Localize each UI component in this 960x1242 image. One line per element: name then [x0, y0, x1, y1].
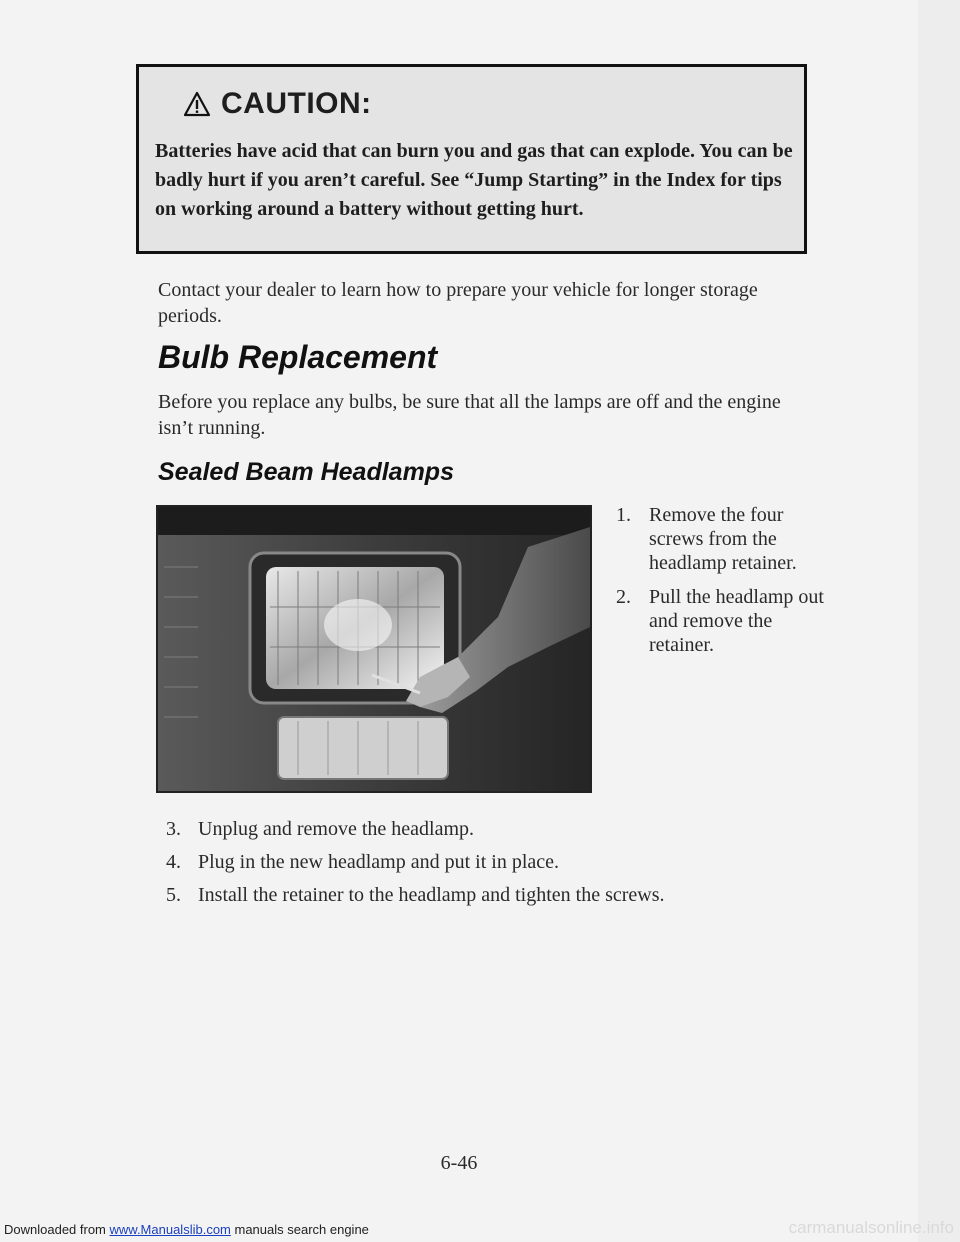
section-intro: Before you replace any bulbs, be sure that all the lamps are off and the engine isn’t running. — [158, 391, 781, 439]
steps-list-bottom — [166, 817, 866, 916]
list-item — [166, 817, 866, 841]
step-number: 2. — [616, 586, 631, 608]
step-number: 4. — [166, 851, 181, 873]
list-item — [616, 503, 826, 575]
list-item — [166, 883, 866, 907]
step-text: Plug in the new headlamp and put it in place. — [198, 851, 560, 873]
step-text: Remove the four screws from the headlamp retainer. — [649, 504, 797, 574]
caution-box — [136, 64, 807, 254]
subsection-title: Sealed Beam Headlamps — [158, 458, 454, 486]
step-text: Install the retainer to the headlamp and tighten the screws. — [198, 884, 665, 906]
caution-title: CAUTION: — [221, 87, 372, 120]
step-text: Unplug and remove the headlamp. — [198, 818, 475, 840]
footer-suffix: manuals search engine — [230, 1222, 369, 1237]
warning-triangle-icon — [183, 91, 211, 117]
step-number: 5. — [166, 884, 181, 906]
watermark: carmanualsonline.info — [788, 1218, 954, 1237]
storage-paragraph: Contact your dealer to learn how to prepare your vehicle for longer storage periods. — [158, 279, 758, 327]
section-title: Bulb Replacement — [158, 339, 438, 375]
download-footer — [4, 1222, 369, 1237]
step-text: Pull the headlamp out and remove the retainer. — [649, 586, 824, 656]
list-item — [616, 585, 826, 657]
caution-text: Batteries have acid that can burn you and gas that can explode. You can be badly hurt if you aren’t careful. See “Jump Starting” in the Index for tips on working around a battery without getting hurt. — [155, 140, 793, 220]
headlamp-photo — [156, 505, 592, 793]
step-number: 1. — [616, 504, 631, 526]
manualslib-link[interactable]: www.Manualslib.com — [109, 1222, 231, 1237]
footer-prefix: Downloaded from — [4, 1222, 110, 1237]
headlamp-illustration — [158, 507, 590, 791]
page-number: 6-46 — [440, 1152, 478, 1174]
list-item — [166, 850, 866, 874]
step-number: 3. — [166, 818, 181, 840]
caution-header — [183, 87, 372, 121]
steps-list-right — [616, 503, 826, 667]
